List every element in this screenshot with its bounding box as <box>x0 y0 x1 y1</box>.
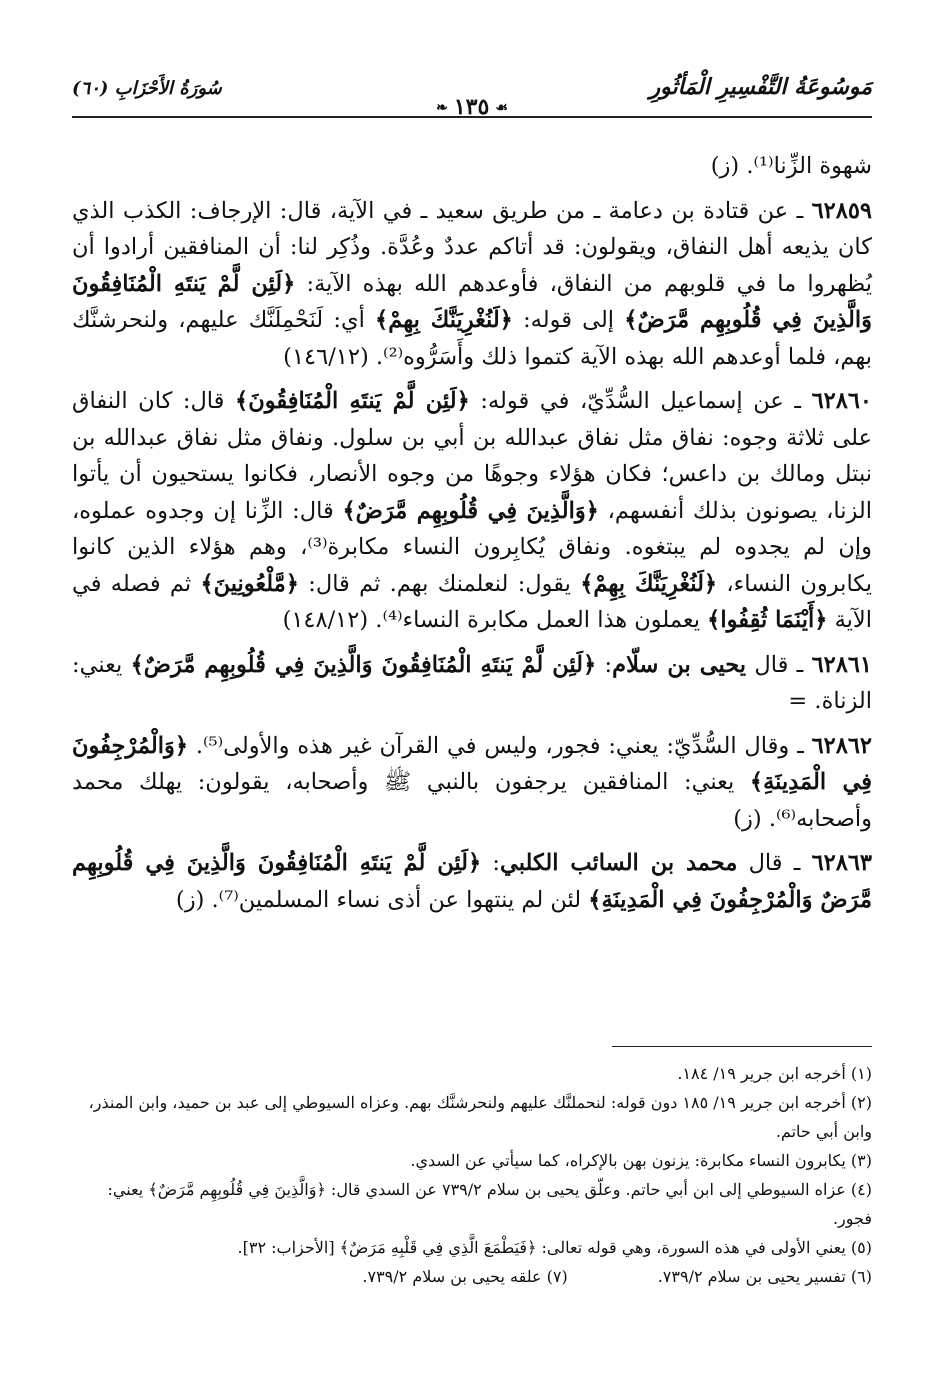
quran-quote: ﴿لَئِن لَّمْ يَنتَهِ الْمُنَافِقُونَ وَالَّذِينَ فِي قُلُوبِهِم مَّرَضٌ﴾ <box>72 270 872 333</box>
footnote-list <box>72 1059 872 1291</box>
paragraph-text: قال: كان النفاق على ثلاثة وجوه: نفاق مثل نفاق عبدالله بن أبي بن سلول. ونفاق مثل نفاق عبدالله بن نبتل ومالك بن داعس؛ فكان هؤلاء وجوهًا من وجوه الأنصار، فكانوا يستحيون أن يأتوا الزنا، يصونون بذلك أنفسهم، <box>72 388 873 524</box>
document-page <box>72 64 872 926</box>
ornament-left-icon: ❧ <box>436 100 448 116</box>
page-header <box>72 64 872 124</box>
footnote-row <box>72 1262 872 1291</box>
quran-quote: ﴿مَّلْعُونِينَ﴾ <box>200 570 299 597</box>
paragraph-text: ثم فصله في الآية <box>72 570 872 633</box>
footnote-6: (٦) تفسير يحيى بن سلام ٧٣٩/٢. <box>657 1267 872 1286</box>
footnote-7: (٧) علقه يحيى بن سلام ٧٣٩/٢. <box>362 1267 568 1286</box>
footnote-5: (٥) يعني الأولى في هذه السورة، وهي قوله تعالى: ﴿فَيَطْمَعَ الَّذِي فِي قَلْبِهِ مَرَضٌ﴾ [الأحزاب: ٣٢]. <box>237 1238 872 1257</box>
paragraph-text: ـ قال <box>737 850 812 876</box>
book-title: مَوسُوعَةُ التَّفْسِيرِ الْمَأثُورِ <box>649 74 872 100</box>
footnote-3: (٣) يكابرون النساء مكابرة: يزنون بهن بالإكراه، كما سيأتي عن السدي. <box>410 1151 872 1170</box>
paragraph-text: يعني: الزناة. = <box>72 651 872 714</box>
surah-name: سُورَةُ الأَحْزَابِ (٦٠) <box>72 78 222 99</box>
narration-62862 <box>72 728 872 838</box>
page-body <box>72 148 872 918</box>
page-number: ١٣٥ <box>453 94 490 120</box>
narration-number: ٦٢٨٥٩ <box>811 197 872 224</box>
quran-quote: ﴿لَئِن لَّمْ يَنتَهِ الْمُنَافِقُونَ﴾ <box>235 388 470 414</box>
paragraph-continuation <box>72 148 872 185</box>
quran-quote: ﴿لَئِن لَّمْ يَنتَهِ الْمُنَافِقُونَ وَالَّذِينَ فِي قُلُوبِهِم مَّرَضٌ﴾ <box>130 651 597 678</box>
quran-quote: ﴿لَئِن لَّمْ يَنتَهِ الْمُنَافِقُونَ وَالَّذِينَ فِي قُلُوبِهِم مَّرَضٌ وَالْمُرْجِفُونَ فِي الْمَدِينَةِ﴾ <box>72 850 872 913</box>
paragraph-text: يقول: لنعلمنك بهم. ثم قال: <box>298 570 581 597</box>
header-rule <box>72 116 872 118</box>
paragraph-text: يعملون هذا العمل مكابرة النساء⁽⁴⁾. (١٤٨/١٢) <box>282 607 708 633</box>
narration-number: ٦٢٨٦٢ <box>811 732 872 759</box>
paragraph-text: ـ وقال السُّدِّيّ: يعني: فجور، وليس في القرآن غير هذه والأولى⁽⁵⁾. <box>188 732 812 759</box>
narrator-name: محمد بن السائب الكلبي <box>500 850 738 876</box>
quran-quote: ﴿وَالَّذِينَ فِي قُلُوبِهِم مَّرَضٌ﴾ <box>342 497 599 524</box>
footnote-4: (٤) عزاه السيوطي إلى ابن أبي حاتم. وعلّق يحيى بن سلام ٧٣٩/٢ عن السدي قال: ﴿وَالَّذِينَ فِي قُلُوبِهِم مَّرَضٌ﴾ يعني: فجور. <box>107 1180 872 1228</box>
paragraph-text: : <box>596 651 613 678</box>
narration-62863 <box>72 845 872 918</box>
narrator-name: يحيى بن سلّام <box>612 651 747 678</box>
quran-quote: ﴿لَنُغْرِيَنَّكَ بِهِمْ﴾ <box>375 307 513 333</box>
narration-number: ٦٢٨٦٣ <box>811 850 872 876</box>
paragraph-text: : <box>481 850 500 876</box>
quran-quote: ﴿أَيْنَمَا ثُقِفُوا﴾ <box>707 607 828 633</box>
paragraph-text: قال: الزِّنا إن وجدوه عملوه، وإن لم يجدوه لم يبتغوه. ونفاق يُكابِرون النساء مكابرة⁽³⁾، وهم هؤلاء الذين كانوا يكابرون النساء، <box>72 497 872 597</box>
footnote-2: (٢) أخرجه ابن جرير ١٩/ ١٨٥ دون قوله: لنحملنَّك عليهم ولنحرشنَّك بهم. وعزاه السيوطي إلى عبد بن حميد، وابن المنذر، وابن أبي حاتم. <box>88 1093 872 1141</box>
narration-62859 <box>72 193 872 376</box>
paragraph-text: ـ عن قتادة بن دعامة ـ من طريق سعيد ـ في الآية، قال: الإرجاف: الكذب الذي كان يذيعه أهل النفاق، ويقولون: قد أتاكم عددٌ وعُدَّة. وذُكِر لنا: أن المنافقين أرادوا أن يُظهروا ما في قلوبهم من النفاق، فأوعدهم الله بهذه الآية: <box>72 197 873 297</box>
paragraph-text: ـ عن إسماعيل السُّدِّيّ، في قوله: <box>469 388 812 414</box>
quran-quote: ﴿وَالْمُرْجِفُونَ فِي الْمَدِينَةِ﴾ <box>72 732 872 795</box>
paragraph-text: أي: لَنَحْمِلَنَّك عليهم، ولنحرشنَّك بهم، فلما أوعدهم الله بهذه الآية كتموا ذلك وأَسَرُّوه⁽²⁾. (١٤٦/١٢) <box>72 307 872 370</box>
quran-quote: ﴿لَنُغْرِيَنَّكَ بِهِمْ﴾ <box>580 570 718 597</box>
narration-number: ٦٢٨٦٠ <box>811 388 872 414</box>
paragraph-text: ـ قال <box>746 651 812 678</box>
paragraph-text: لئن لم ينتهوا عن أذى نساء المسلمين⁽⁷⁾. (ز) <box>175 886 589 913</box>
paragraph-text: شهوة الزِّنا⁽¹⁾. (ز) <box>710 153 872 179</box>
narration-number: ٦٢٨٦١ <box>811 651 872 678</box>
footnote-1: (١) أخرجه ابن جرير ١٩/ ١٨٤. <box>677 1064 872 1083</box>
footnote-divider <box>612 1046 872 1047</box>
paragraph-text: إلى قوله: <box>512 307 625 333</box>
narration-62860 <box>72 383 872 639</box>
narration-62861 <box>72 647 872 720</box>
footnotes <box>72 1046 872 1291</box>
ornament-right-icon: ☙ <box>495 100 508 116</box>
paragraph-text: يعني: المنافقين يرجفون بالنبي ﷺ وأصحابه، يقولون: يهلك محمد وأصحابه⁽⁶⁾. (ز) <box>72 769 872 832</box>
